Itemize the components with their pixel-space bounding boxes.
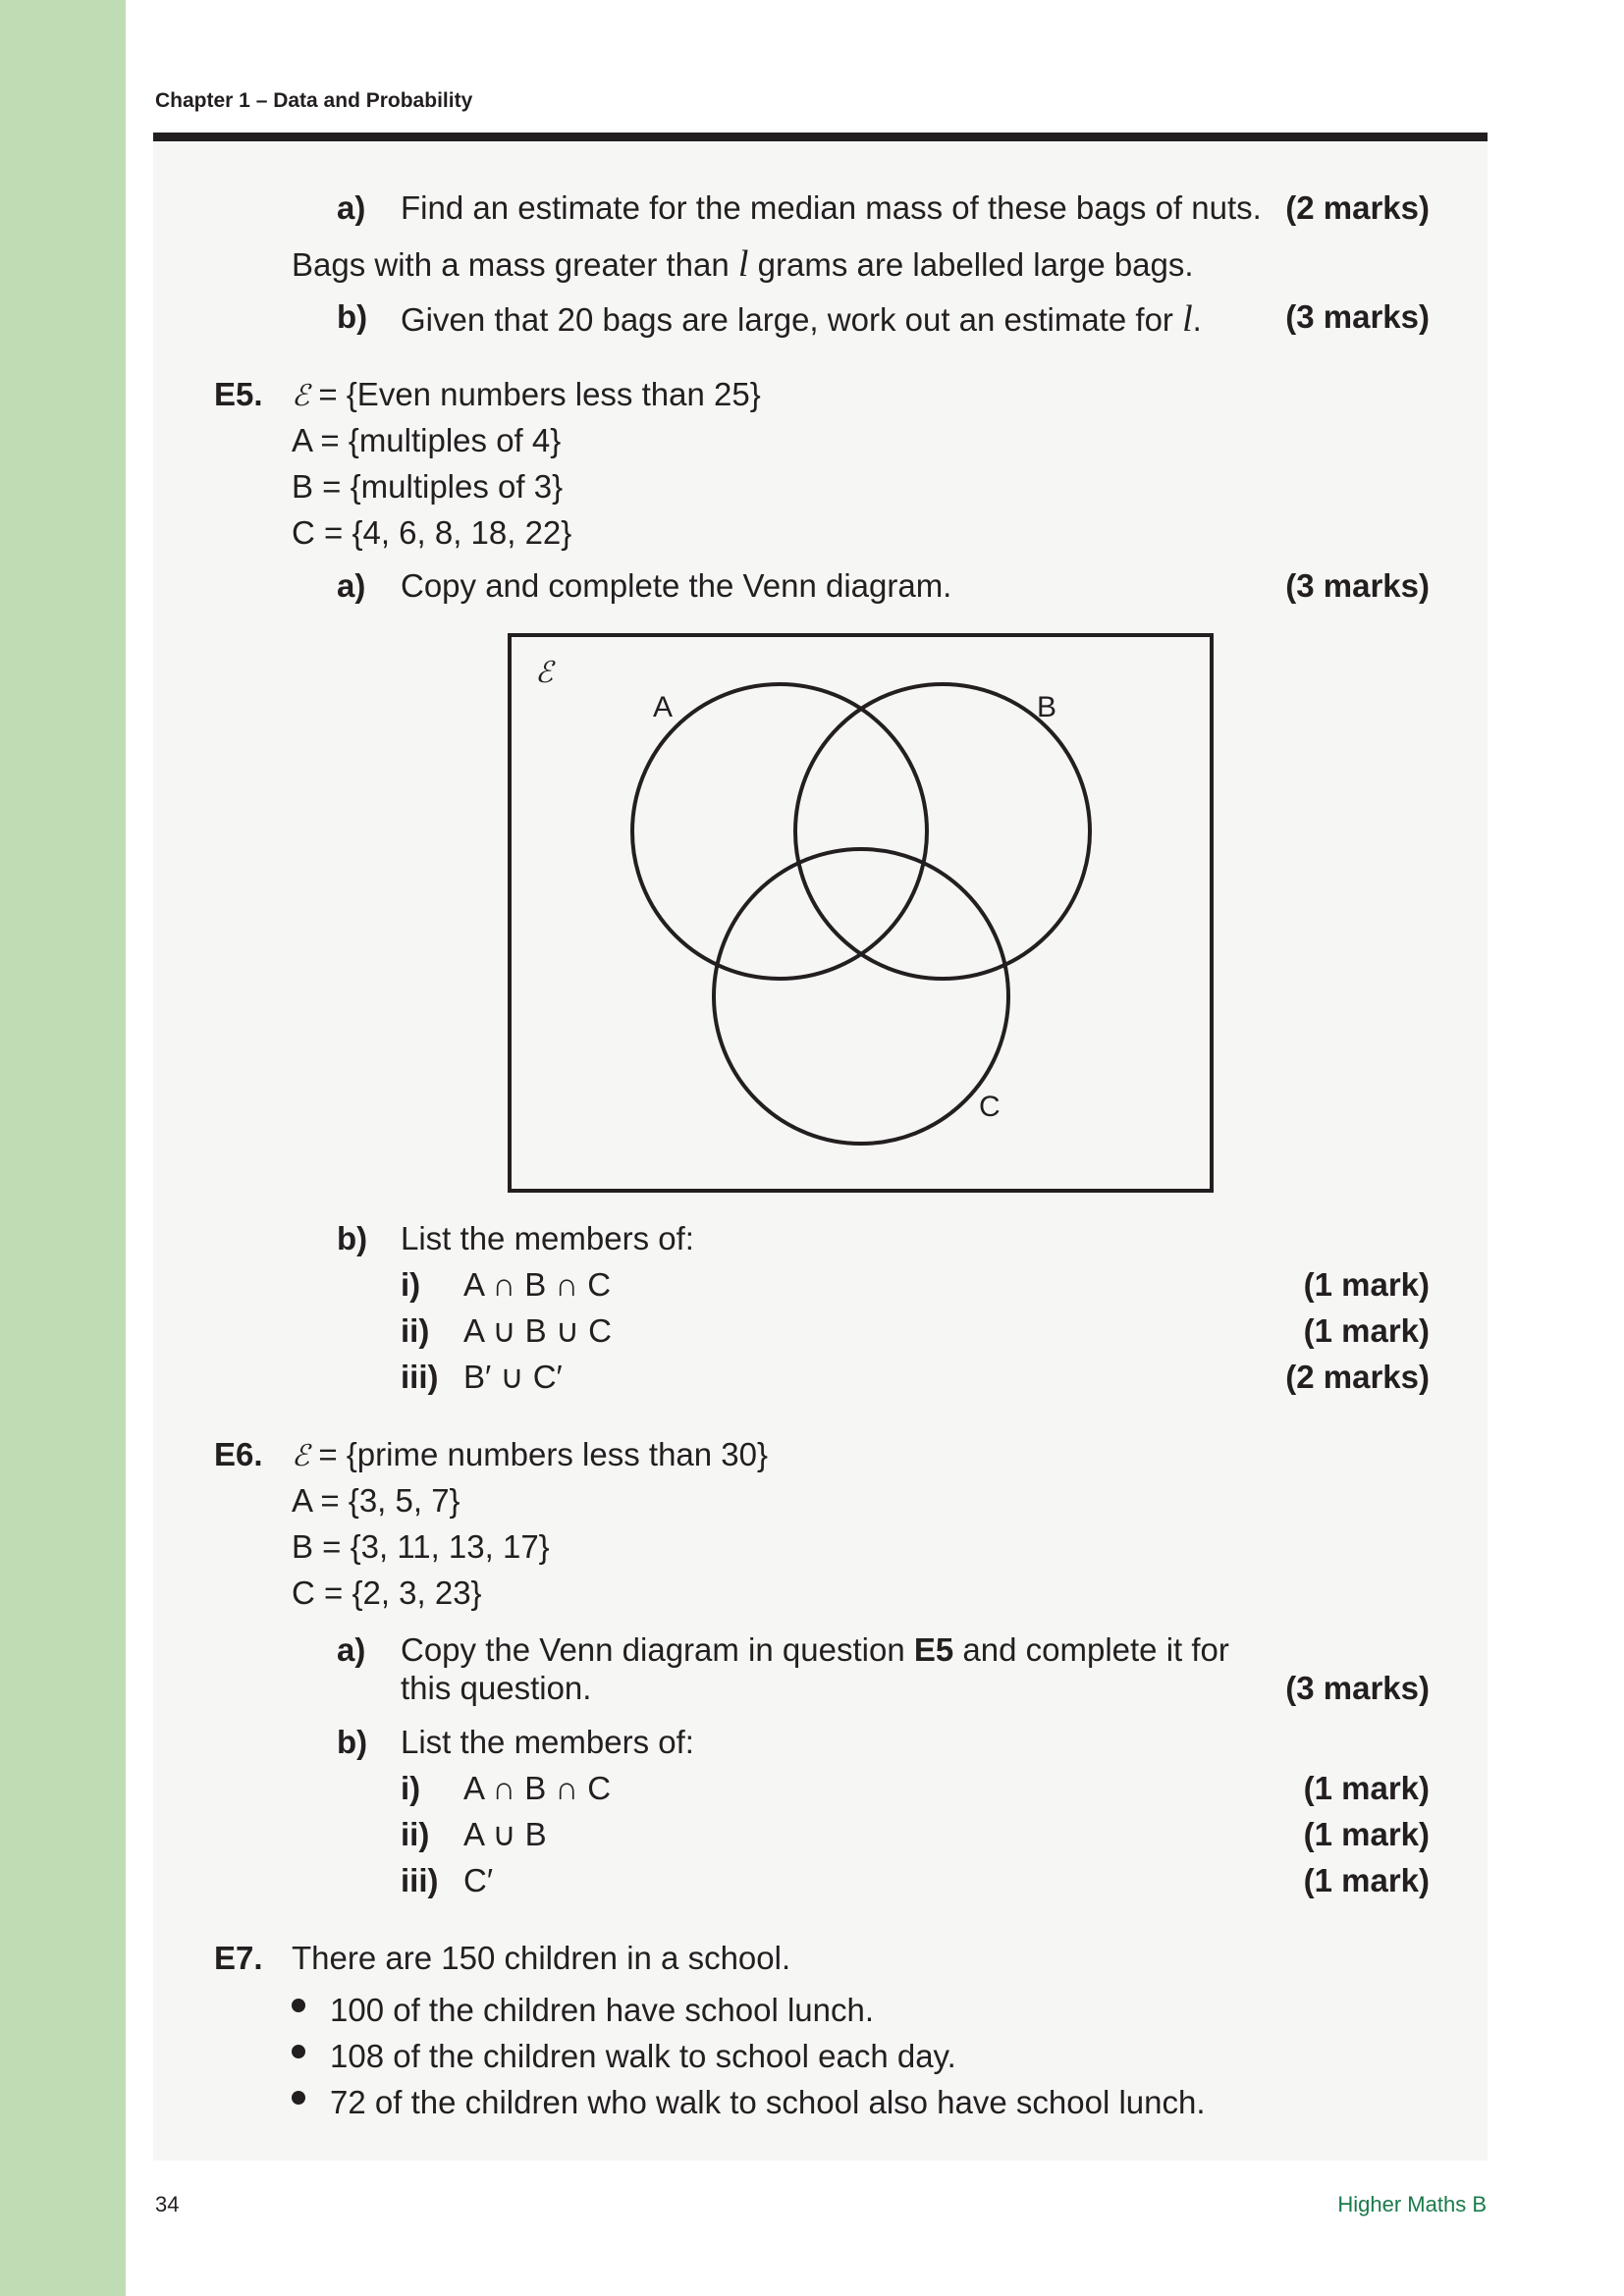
subpart-label: iii) <box>401 1359 439 1395</box>
circle-b <box>795 684 1090 979</box>
question-text: Find an estimate for the median mass of these bags of nuts. <box>401 189 1262 226</box>
marks: (1 mark) <box>1303 1312 1430 1349</box>
circle-c <box>714 849 1008 1144</box>
book-title: Higher Maths B <box>1337 2192 1487 2216</box>
bullet-icon <box>292 2091 305 2105</box>
part-label: a) <box>337 567 366 604</box>
variable-l: l <box>737 243 749 285</box>
subpart-label: i) <box>401 1770 421 1806</box>
question-text: List the members of: <box>401 1220 694 1256</box>
subpart-text: B′ ∪ C′ <box>463 1359 563 1395</box>
venn-universal-label: ℰ <box>535 656 554 690</box>
subpart-text: A ∩ B ∩ C <box>463 1266 612 1303</box>
subpart-label: iii) <box>401 1862 439 1898</box>
universal-set: ℰ = {prime numbers less than 30} <box>292 1436 769 1473</box>
set-a: A = {multiples of 4} <box>292 422 562 458</box>
marks: (1 mark) <box>1303 1816 1430 1852</box>
page-number: 34 <box>155 2192 180 2216</box>
question-text: List the members of: <box>401 1724 694 1760</box>
question-number: E5. <box>214 376 263 412</box>
question-text: There are 150 children in a school. <box>292 1940 791 1976</box>
marks: (1 mark) <box>1303 1770 1430 1806</box>
part-label: b) <box>337 1220 368 1256</box>
question-text: Copy and complete the Venn diagram. <box>401 567 952 604</box>
subpart-text: A ∪ B ∪ C <box>463 1312 613 1349</box>
part-label: a) <box>337 1631 366 1668</box>
subpart-label: i) <box>401 1266 421 1303</box>
set-c: C = {4, 6, 8, 18, 22} <box>292 514 572 551</box>
set-b: B = {multiples of 3} <box>292 468 564 505</box>
marks: (1 mark) <box>1303 1266 1430 1303</box>
universal-set-symbol: ℰ <box>292 379 310 413</box>
chapter-header: Chapter 1 – Data and Probability <box>155 89 473 112</box>
circle-a <box>632 684 927 979</box>
subpart-text: C′ <box>463 1862 494 1898</box>
subpart-text: A ∩ B ∩ C <box>463 1770 612 1806</box>
venn-label-c: C <box>979 1091 1001 1123</box>
part-label: b) <box>337 298 368 335</box>
universal-set-box <box>510 635 1212 1191</box>
set-c: C = {2, 3, 23} <box>292 1575 482 1611</box>
question-number: E6. <box>214 1436 263 1472</box>
subpart-label: ii) <box>401 1312 430 1349</box>
universal-set-symbol: ℰ <box>292 1439 310 1473</box>
venn-diagram <box>508 633 1214 1193</box>
bullet-text: 108 of the children walk to school each day. <box>330 2038 956 2074</box>
marks: (3 marks) <box>1285 298 1430 335</box>
set-b: B = {3, 11, 13, 17} <box>292 1528 550 1565</box>
header-rule <box>153 133 1488 141</box>
part-label: a) <box>337 189 366 226</box>
marks: (2 marks) <box>1285 1359 1430 1395</box>
question-text: this question. <box>401 1670 592 1706</box>
question-number: E7. <box>214 1940 263 1976</box>
bullet-text: 100 of the children have school lunch. <box>330 1992 875 2028</box>
bullet-icon <box>292 2045 305 2058</box>
bullet-icon <box>292 1999 305 2012</box>
venn-label-a: A <box>653 691 674 723</box>
bullet-text: 72 of the children who walk to school also have school lunch. <box>330 2084 1206 2120</box>
question-reference: E5 <box>913 1631 954 1668</box>
marks: (3 marks) <box>1285 567 1430 604</box>
subpart-text: A ∪ B <box>463 1816 547 1852</box>
page-margin-strip <box>0 0 126 2296</box>
marks: (2 marks) <box>1285 189 1430 226</box>
variable-l: l <box>1182 298 1193 340</box>
universal-set: ℰ = {Even numbers less than 25} <box>292 376 761 413</box>
question-text: Given that 20 bags are large, work out an estimate for l. <box>401 298 1202 340</box>
set-a: A = {3, 5, 7} <box>292 1482 460 1519</box>
subpart-label: ii) <box>401 1816 430 1852</box>
marks: (3 marks) <box>1285 1670 1430 1706</box>
marks: (1 mark) <box>1303 1862 1430 1898</box>
question-text: Copy the Venn diagram in question E5 and complete it for <box>401 1631 1229 1668</box>
question-text: Bags with a mass greater than l grams are labelled large bags. <box>292 243 1194 285</box>
part-label: b) <box>337 1724 368 1760</box>
venn-label-b: B <box>1037 691 1057 723</box>
